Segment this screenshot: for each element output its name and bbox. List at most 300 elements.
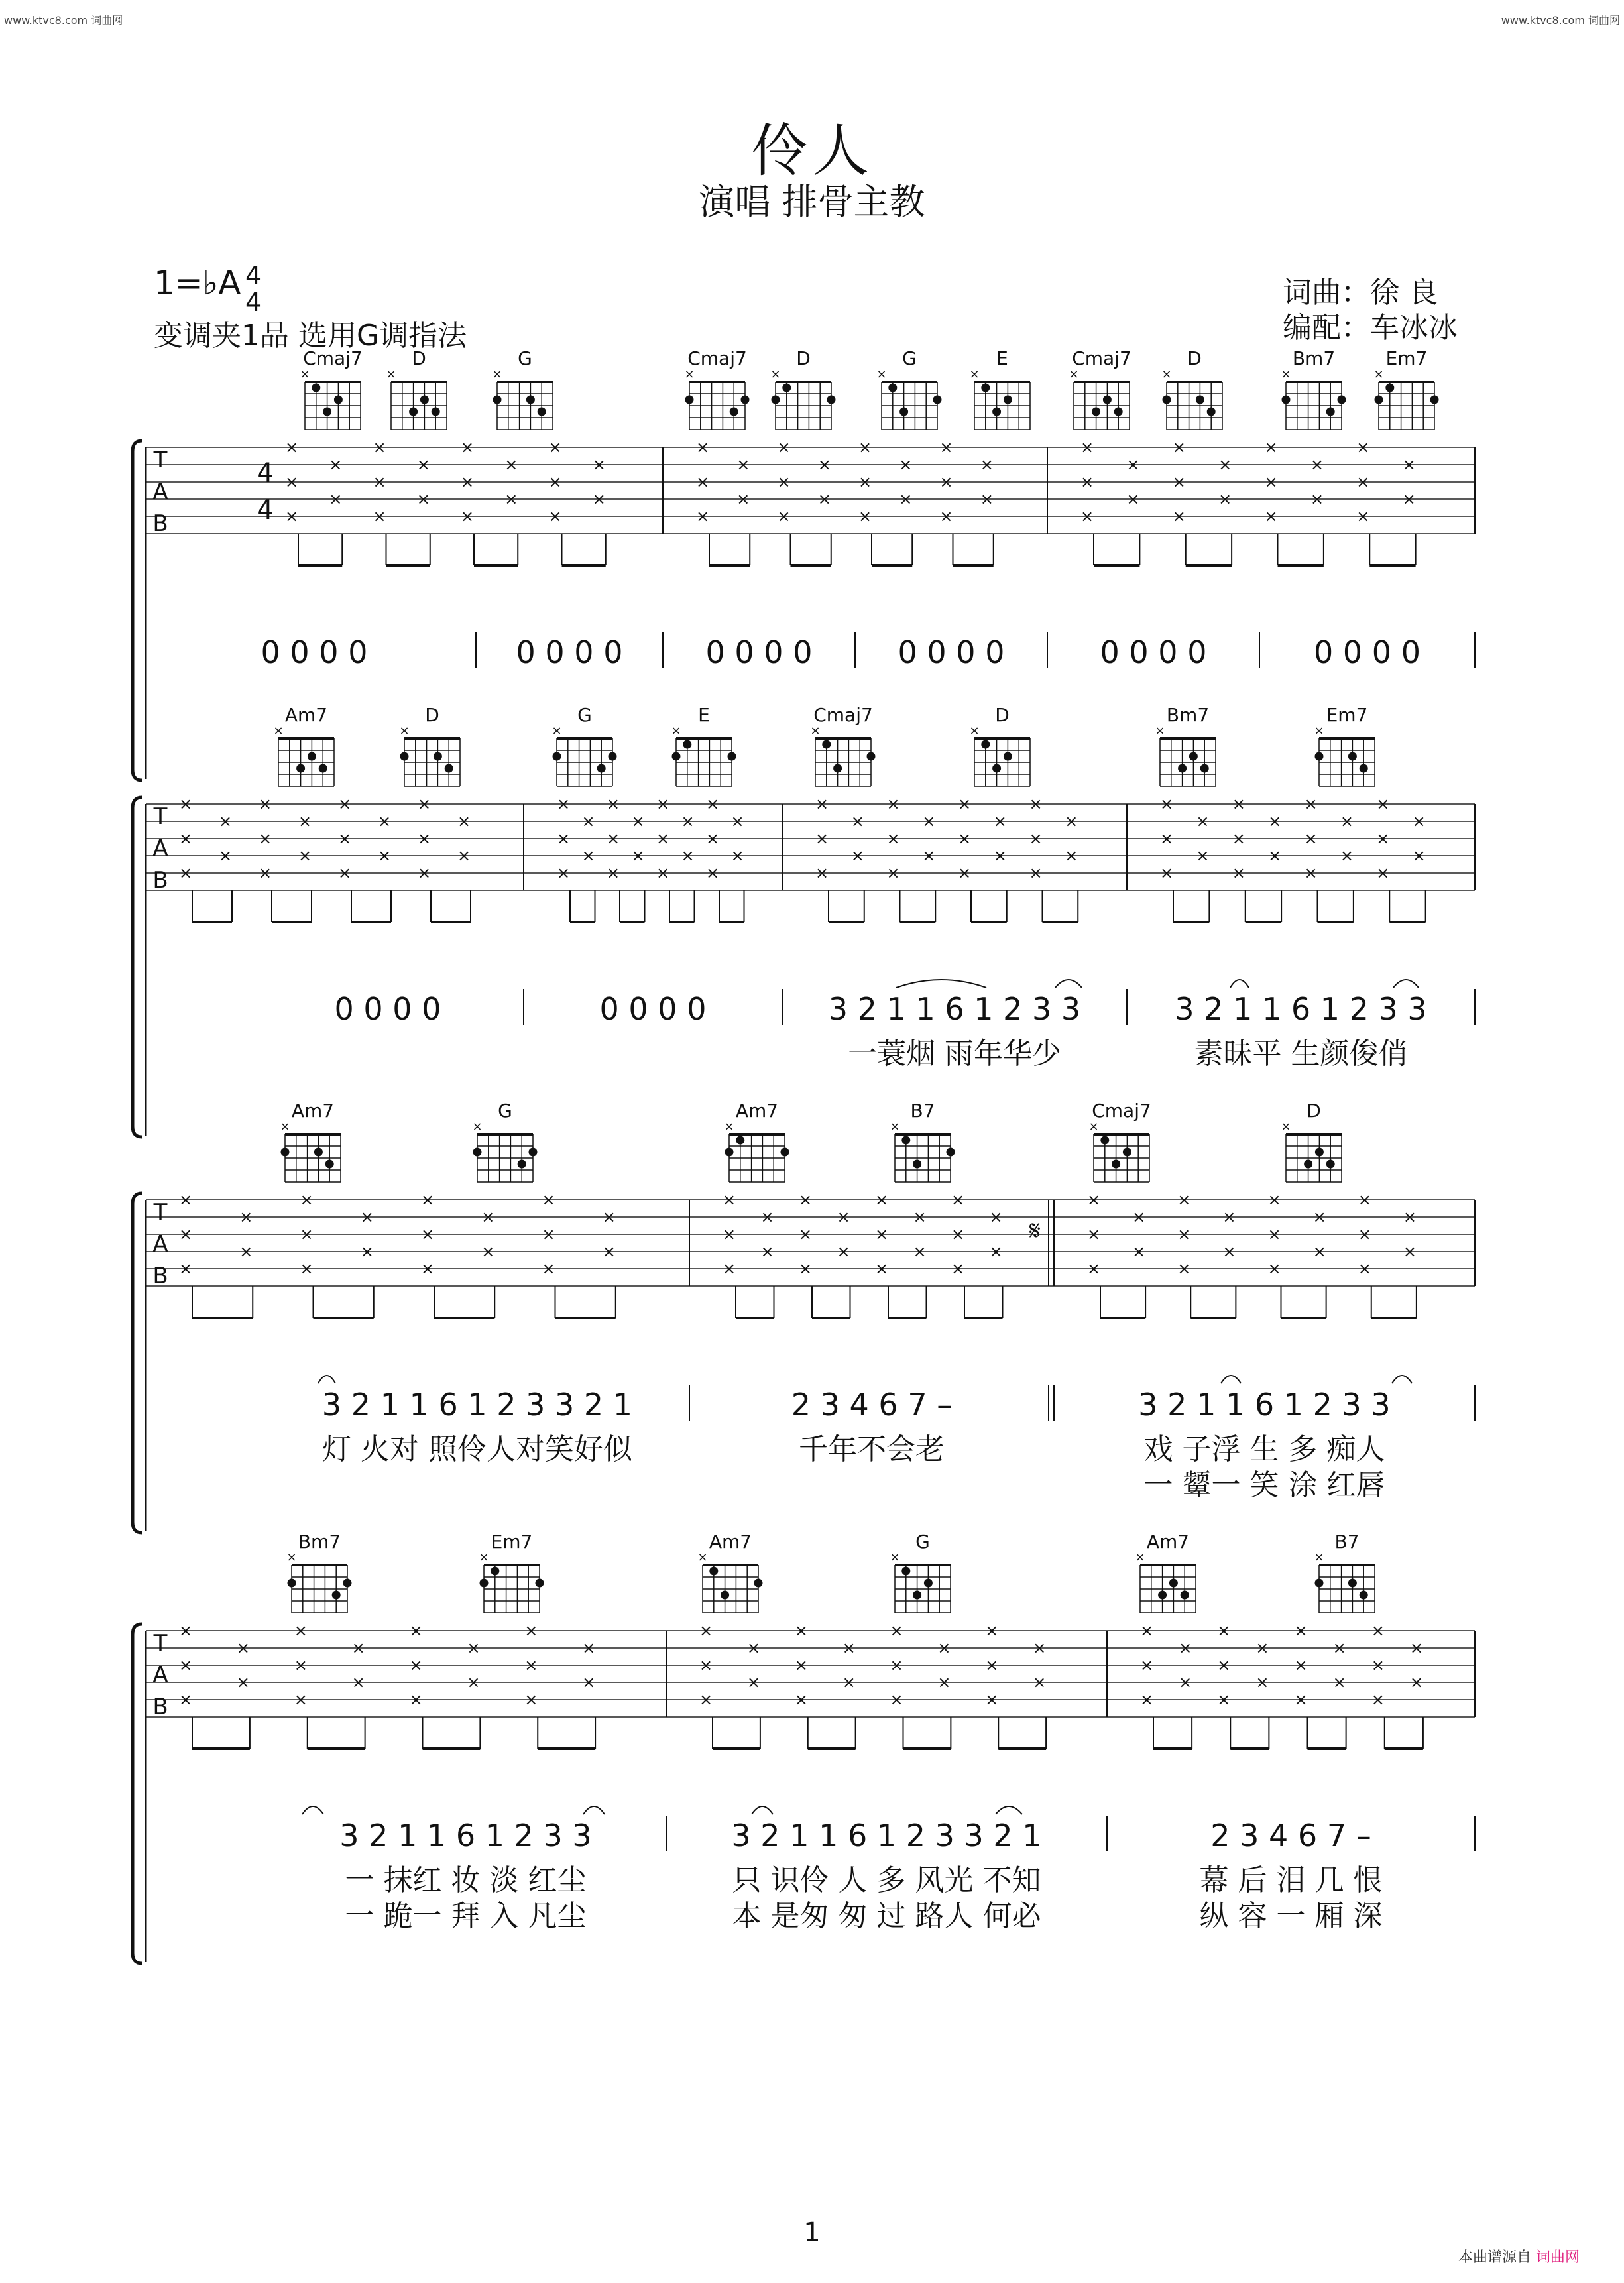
muted-string-mark: × [1314, 724, 1324, 738]
tab-note-mark: × [681, 847, 695, 865]
finger-dot [518, 1160, 526, 1169]
song-title: 伶人 [751, 118, 873, 184]
tab-note-mark: × [1232, 795, 1246, 813]
chord-name: Cmaj7 [303, 347, 363, 369]
tab-note-mark: × [1222, 1242, 1236, 1261]
tab-note-mark: × [1403, 1242, 1417, 1261]
tab-note-mark: × [1371, 1690, 1385, 1709]
site-watermark-left: www.ktvc8.com 词曲网 [4, 14, 123, 27]
system-brace [133, 1624, 142, 1963]
tab-note-mark: × [1304, 795, 1318, 813]
finger-dot [736, 1136, 744, 1145]
muted-string-mark: × [724, 1120, 734, 1134]
tab-note-mark: × [1358, 1191, 1371, 1209]
tab-note-mark: × [457, 812, 471, 831]
tab-note-mark: × [1132, 1242, 1146, 1261]
tab-note-mark: × [899, 490, 913, 508]
lyric-line-1: 幕 后 泪 几 恨 [1199, 1863, 1383, 1897]
tab-note-mark: × [420, 1259, 435, 1278]
finger-dot [1375, 396, 1383, 404]
finger-dot [314, 1148, 323, 1157]
tab-note-mark: × [890, 1621, 903, 1640]
chord-name: B7 [1334, 1531, 1360, 1552]
numbered-notation: 0 0 0 0 [898, 634, 1005, 670]
tab-note-mark: × [417, 795, 432, 813]
chord-name: Am7 [1146, 1531, 1190, 1552]
tab-note-mark: × [1294, 1690, 1308, 1709]
tab-note-mark: × [420, 1225, 435, 1244]
tab-note-mark: × [178, 829, 193, 848]
tab-note-mark: × [886, 864, 900, 882]
chord-diagram [1161, 347, 1222, 430]
finger-dot [288, 1579, 296, 1588]
finger-dot [526, 396, 535, 404]
tab-note-mark: × [258, 864, 272, 882]
numbered-notation: 0 0 0 0 [334, 991, 441, 1027]
tab-note-mark: × [1412, 847, 1426, 865]
tab-note-mark: × [1340, 812, 1354, 831]
tab-note-mark: × [548, 473, 562, 491]
tab-note-mark: × [957, 795, 972, 813]
tie-arc [1393, 980, 1419, 988]
muted-string-mark: × [671, 724, 681, 738]
tab-note-mark: × [218, 847, 233, 865]
tab-note-mark: × [1217, 1690, 1231, 1709]
tab-note-mark: × [842, 1673, 856, 1692]
tab-note-mark: × [178, 1225, 193, 1244]
chord-name: Cmaj7 [1092, 1100, 1151, 1122]
finger-dot [445, 764, 453, 773]
finger-dot [1207, 408, 1216, 416]
muted-string-mark: × [890, 1551, 900, 1564]
tab-note-mark: × [1177, 1191, 1191, 1209]
tab-note-mark: × [409, 1690, 423, 1709]
tab-note-mark: × [337, 795, 352, 813]
tab-note-mark: × [874, 1225, 889, 1244]
finger-dot [480, 1579, 489, 1588]
tab-time-bottom: 4 [257, 495, 274, 526]
finger-dot [1114, 408, 1123, 416]
muted-string-mark: × [876, 367, 887, 381]
tab-note-mark: × [1172, 507, 1186, 526]
tab-note-mark: × [858, 473, 872, 491]
chord-diagram [724, 1100, 789, 1182]
finger-dot [332, 1591, 341, 1600]
finger-dot [933, 396, 942, 404]
tab-note-mark: × [1356, 507, 1370, 526]
tab-note-mark: × [794, 1621, 808, 1640]
tab-letter-a: A [152, 835, 168, 862]
chord-diagram [697, 1531, 762, 1613]
tab-note-mark: × [874, 1191, 889, 1209]
numbered-notation: 2 3 4 6 7 – [1210, 1818, 1371, 1853]
tab-note-mark: × [373, 507, 386, 526]
tab-note-mark: × [1139, 1621, 1154, 1640]
finger-dot [1326, 408, 1335, 416]
tab-note-mark: × [300, 1225, 314, 1244]
tab-note-mark: × [1177, 1259, 1191, 1278]
tab-note-mark: × [1029, 829, 1043, 848]
tab-note-mark: × [699, 1690, 713, 1709]
tab-note-mark: × [760, 1208, 774, 1226]
finger-dot [833, 764, 842, 773]
tab-note-mark: × [815, 829, 829, 848]
chord-diagram [300, 347, 362, 430]
chord-name: Em7 [1326, 704, 1368, 726]
tab-note-mark: × [239, 1242, 253, 1261]
tab-note-mark: × [695, 507, 710, 526]
finger-dot [709, 1567, 718, 1576]
footer-source [1458, 2246, 1580, 2266]
numbered-notation: 3 2 1 1 6 1 2 3 3 2 1 [731, 1818, 1042, 1853]
chord-diagram [1088, 1100, 1151, 1182]
tab-note-mark: × [937, 1639, 951, 1657]
tab-note-mark: × [542, 1191, 555, 1209]
tab-note-mark: × [1356, 473, 1370, 491]
finger-dot [1004, 396, 1012, 404]
finger-dot [1360, 764, 1368, 773]
tab-note-mark: × [850, 847, 864, 865]
tab-note-mark: × [373, 438, 386, 457]
numbered-notation: 3 2 1 1 6 1 2 3 3 [1138, 1387, 1391, 1423]
muted-string-mark: × [273, 724, 284, 738]
tab-note-mark: × [178, 1656, 193, 1674]
lyric-line-1: 素昧平 生颜俊俏 [1194, 1037, 1408, 1071]
tab-note-mark: × [294, 1621, 308, 1640]
chord-diagram [386, 347, 447, 430]
finger-dot [827, 396, 836, 404]
tab-note-mark: × [760, 1242, 774, 1261]
tab-note-mark: × [985, 1656, 999, 1674]
staff-system [133, 1191, 1475, 1533]
muted-string-mark: × [1373, 367, 1384, 381]
tie-arc [583, 1806, 605, 1814]
finger-dot [782, 384, 791, 392]
tab-note-mark: × [989, 1242, 1003, 1261]
tab-note-mark: × [1294, 1621, 1308, 1640]
lyric-line-1: 戏 子浮 生 多 痴人 [1143, 1433, 1385, 1466]
muted-string-mark: × [300, 367, 310, 381]
tab-note-mark: × [939, 507, 953, 526]
chord-name: Em7 [491, 1531, 533, 1552]
numbered-notation: 0 0 0 0 [261, 634, 368, 670]
tab-note-mark: × [581, 812, 595, 831]
tab-note-mark: × [957, 829, 972, 848]
chord-name: Am7 [709, 1531, 752, 1552]
tab-note-mark: × [817, 490, 831, 508]
finger-dot [1169, 1579, 1178, 1588]
chord-name: Cmaj7 [1072, 347, 1131, 369]
tab-note-mark: × [980, 490, 994, 508]
tab-note-mark: × [1358, 1259, 1371, 1278]
finger-dot [529, 1148, 538, 1157]
tab-note-mark: × [556, 795, 571, 813]
chord-diagram [492, 347, 553, 430]
tab-note-mark: × [695, 438, 710, 457]
tab-note-mark: × [467, 1639, 481, 1657]
tab-note-mark: × [985, 1690, 999, 1709]
tab-note-mark: × [1312, 1242, 1326, 1261]
finger-dot [1338, 396, 1346, 404]
staff-system [133, 438, 1475, 780]
tab-note-mark: × [582, 1673, 596, 1692]
muted-string-mark: × [1135, 1551, 1145, 1564]
chord-name: E [996, 347, 1008, 369]
tab-note-mark: × [556, 829, 571, 848]
numbered-notation: 0 0 0 0 [599, 991, 707, 1027]
tab-note-mark: × [1376, 864, 1390, 882]
lyric-line-2: 本 是匆 匆 过 路人 何必 [732, 1899, 1041, 1933]
chord-name: G [577, 704, 592, 726]
tab-letter-a: A [152, 1231, 168, 1258]
muted-string-mark: × [386, 367, 396, 381]
tab-time-top: 4 [257, 458, 274, 489]
lyric-line-1: 灯 火对 照伶人对笑好似 [322, 1433, 632, 1466]
tab-note-mark: × [1029, 795, 1043, 813]
performer-line: 演唱 排骨主教 [699, 181, 925, 223]
finger-dot [1385, 384, 1394, 392]
finger-dot [913, 1160, 921, 1169]
tab-note-mark: × [1304, 829, 1318, 848]
chord-diagram [1155, 704, 1216, 786]
finger-dot [728, 752, 736, 761]
finger-dot [1189, 752, 1198, 761]
tab-note-mark: × [1179, 1673, 1192, 1692]
chord-diagram [810, 704, 875, 786]
tab-note-mark: × [951, 1225, 965, 1244]
chord-diagram [1135, 1531, 1196, 1613]
chord-name: Am7 [291, 1100, 335, 1122]
tab-note-mark: × [1403, 1208, 1417, 1226]
tab-note-mark: × [730, 847, 744, 865]
finger-dot [924, 1579, 933, 1588]
tab-note-mark: × [656, 829, 670, 848]
tab-note-mark: × [294, 1690, 308, 1709]
tab-note-mark: × [980, 455, 994, 474]
muted-string-mark: × [1088, 1120, 1099, 1134]
finger-dot [325, 1160, 334, 1169]
finger-dot [334, 396, 343, 404]
tab-note-mark: × [746, 1673, 760, 1692]
finger-dot [725, 1148, 734, 1157]
tab-letter-b: B [152, 867, 168, 894]
finger-dot [1315, 1148, 1324, 1157]
tab-note-mark: × [377, 812, 392, 831]
footer-source-text: 本曲谱源自 [1458, 2249, 1532, 2266]
tab-note-mark: × [1412, 812, 1426, 831]
muted-string-mark: × [479, 1551, 489, 1564]
tab-note-mark: × [556, 864, 571, 882]
tab-note-mark: × [1376, 829, 1390, 848]
tab-note-mark: × [548, 438, 562, 457]
muted-string-mark: × [1281, 367, 1291, 381]
finger-dot [1158, 1591, 1167, 1600]
finger-dot [1004, 752, 1012, 761]
system-brace [133, 441, 142, 780]
finger-dot [1112, 1160, 1120, 1169]
tab-note-mark: × [409, 1621, 423, 1640]
tab-note-mark: × [1402, 455, 1416, 474]
numbered-notation: 3 2 1 1 6 1 2 3 3 [1175, 991, 1427, 1027]
finger-dot [323, 408, 331, 416]
chord-diagram [1281, 347, 1346, 430]
tab-note-mark: × [417, 829, 432, 848]
tab-note-mark: × [377, 847, 392, 865]
tab-note-mark: × [1196, 812, 1210, 831]
finger-dot [473, 1148, 482, 1157]
site-watermark-right: www.ktvc8.com 词曲网 [1501, 14, 1620, 27]
finger-dot [308, 752, 316, 761]
finger-dot [947, 1148, 955, 1157]
muted-string-mark: × [810, 724, 821, 738]
tab-note-mark: × [957, 864, 972, 882]
tab-note-mark: × [504, 490, 518, 508]
muted-string-mark: × [1161, 367, 1172, 381]
footer-brand: 词曲网 [1536, 2249, 1580, 2266]
segno-sign: 𝄋 [1029, 1216, 1041, 1246]
tab-note-mark: × [886, 795, 900, 813]
tab-note-mark: × [1080, 473, 1094, 491]
finger-dot [1360, 1591, 1368, 1600]
numbered-notation: 0 0 0 0 [1314, 634, 1421, 670]
tab-note-mark: × [239, 1208, 253, 1226]
tab-note-mark: × [284, 473, 299, 491]
tab-note-mark: × [746, 1639, 760, 1657]
tab-note-mark: × [1294, 1656, 1308, 1674]
tab-note-mark: × [329, 490, 343, 508]
numbered-notation: 3 2 1 1 6 1 2 3 3 [339, 1818, 592, 1853]
chord-diagram [890, 1100, 955, 1182]
finger-dot [1315, 1579, 1324, 1588]
finger-dot [1326, 1160, 1335, 1169]
muted-string-mark: × [1314, 1551, 1324, 1564]
tab-note-mark: × [1371, 1656, 1385, 1674]
finger-dot [781, 1148, 789, 1157]
tab-note-mark: × [815, 864, 829, 882]
tab-note-mark: × [939, 473, 953, 491]
tab-note-mark: × [337, 864, 352, 882]
chord-diagram [671, 704, 736, 786]
tab-note-mark: × [1086, 1191, 1101, 1209]
tab-note-mark: × [922, 812, 936, 831]
lyric-line-1: 千年不会老 [799, 1433, 945, 1466]
tab-note-mark: × [294, 1656, 308, 1674]
tab-note-mark: × [351, 1673, 365, 1692]
tab-note-mark: × [298, 847, 312, 865]
finger-dot [683, 740, 691, 749]
finger-dot [1092, 408, 1100, 416]
chord-diagram [1281, 1100, 1342, 1182]
tab-note-mark: × [337, 829, 352, 848]
tab-note-mark: × [1267, 1259, 1281, 1278]
tab-note-mark: × [351, 1639, 365, 1657]
tab-note-mark: × [1267, 1191, 1281, 1209]
finger-dot [400, 752, 409, 761]
tab-note-mark: × [699, 1656, 713, 1674]
chord-name: Em7 [1385, 347, 1428, 369]
tab-note-mark: × [699, 1621, 713, 1640]
chord-diagram [280, 1100, 341, 1182]
chord-name: D [796, 347, 811, 369]
tab-note-mark: × [1371, 1621, 1385, 1640]
tab-note-mark: × [899, 455, 913, 474]
finger-dot [981, 384, 990, 392]
tab-note-mark: × [1402, 490, 1416, 508]
staff-system [133, 1621, 1475, 1963]
tab-note-mark: × [777, 438, 791, 457]
tab-note-mark: × [1358, 1225, 1371, 1244]
finger-dot [1200, 764, 1209, 773]
tab-note-mark: × [178, 1621, 193, 1640]
capo-note: 变调夹1品 选用G调指法 [154, 319, 467, 353]
tab-note-mark: × [416, 455, 430, 474]
finger-dot [1178, 764, 1187, 773]
finger-dot [553, 752, 561, 761]
tab-note-mark: × [989, 1208, 1003, 1226]
chord-name: D [412, 347, 426, 369]
tab-note-mark: × [993, 847, 1007, 865]
finger-dot [1181, 1591, 1189, 1600]
finger-dot [420, 396, 429, 404]
arranger-credit: 编配：车冰冰 [1283, 311, 1458, 345]
chord-name: Am7 [735, 1100, 779, 1122]
lyric-line-1: 只 识伶 人 多 风光 不知 [732, 1863, 1041, 1897]
tab-note-mark: × [300, 1259, 314, 1278]
tab-note-mark: × [1332, 1673, 1346, 1692]
chord-diagram [969, 704, 1030, 786]
chord-diagram [479, 1531, 544, 1613]
tab-note-mark: × [606, 864, 620, 882]
finger-dot [434, 752, 442, 761]
finger-dot [899, 408, 908, 416]
tab-note-mark: × [1172, 438, 1186, 457]
tab-note-mark: × [1218, 455, 1232, 474]
tab-note-mark: × [524, 1690, 538, 1709]
finger-dot [741, 396, 750, 404]
tab-note-mark: × [416, 490, 430, 508]
tab-note-mark: × [592, 455, 606, 474]
tab-note-mark: × [1179, 1639, 1192, 1657]
tab-note-mark: × [777, 507, 791, 526]
muted-string-mark: × [1069, 367, 1079, 381]
tab-note-mark: × [592, 490, 606, 508]
tab-note-mark: × [817, 455, 831, 474]
finger-dot [1123, 1148, 1131, 1157]
chord-name: G [518, 347, 532, 369]
tab-note-mark: × [1065, 812, 1078, 831]
tab-note-mark: × [1232, 829, 1246, 848]
finger-dot [901, 1136, 910, 1145]
tab-note-mark: × [890, 1656, 903, 1674]
tab-note-mark: × [481, 1242, 495, 1261]
lyricist-credit: 词曲：徐 良 [1283, 276, 1438, 310]
tab-note-mark: × [1268, 847, 1282, 865]
tie-arc [1392, 1376, 1412, 1383]
tab-note-mark: × [1222, 1208, 1236, 1226]
tab-note-mark: × [850, 812, 864, 831]
tab-note-mark: × [1310, 455, 1324, 474]
chord-diagram [1069, 347, 1131, 430]
chord-name: G [498, 1100, 512, 1122]
muted-string-mark: × [1155, 724, 1165, 738]
muted-string-mark: × [286, 1551, 297, 1564]
tab-note-mark: × [656, 795, 670, 813]
lyric-line-2: 一 颦一 笑 涂 红唇 [1143, 1468, 1385, 1502]
tab-note-mark: × [1264, 438, 1278, 457]
finger-dot [685, 396, 694, 404]
numbered-notation: 0 0 0 0 [1100, 634, 1207, 670]
tab-note-mark: × [178, 1191, 193, 1209]
